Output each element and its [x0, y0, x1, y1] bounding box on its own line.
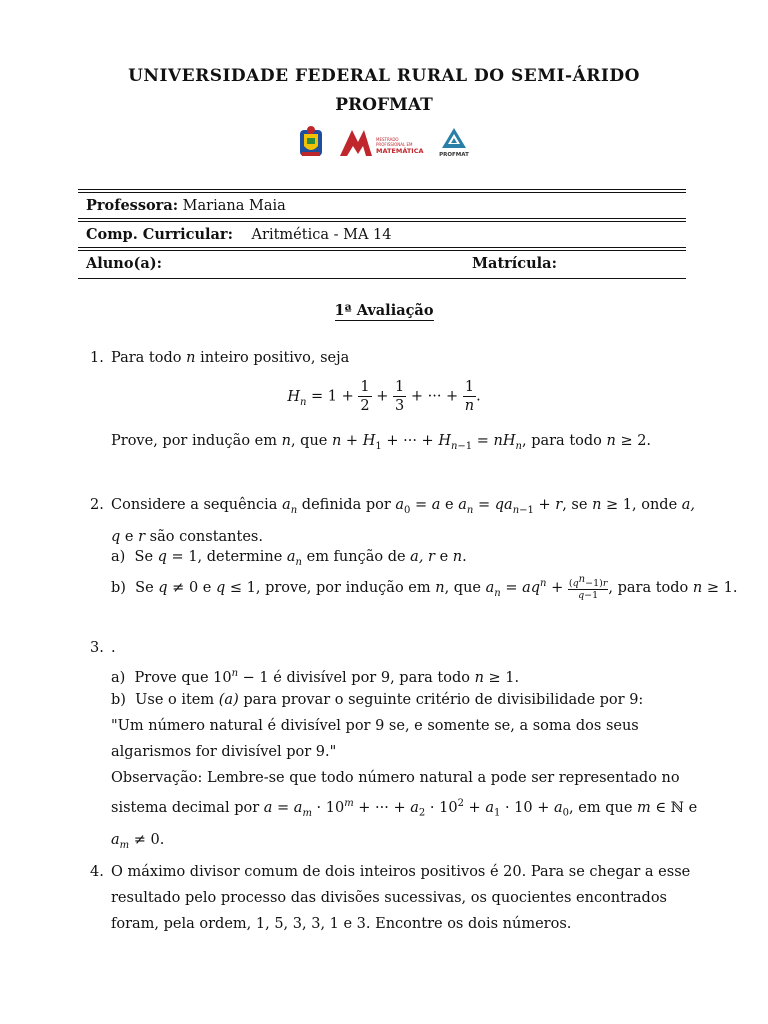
question-2-number: 2. [90, 497, 104, 513]
course-label: Comp. Curricular: [86, 226, 233, 243]
question-2-item-b: b) Se q ≠ 0 e q ≤ 1, prove, por indução em n, que $a_n = aq^n$ + $\frac{(q^n-1)r}{q-1}$ , para todo n ≥ 1. [111, 573, 738, 602]
profmat-logo [439, 128, 469, 158]
question-4-number: 4. [90, 864, 104, 880]
rule-bottom [78, 278, 686, 279]
question-3-number: 3. [90, 640, 104, 656]
student-row [86, 255, 162, 272]
rule-mid-1b [78, 221, 686, 222]
rule-top-2 [78, 192, 686, 193]
profmat-logo-text: PROFMAT [439, 152, 469, 158]
rule-mid-2b [78, 250, 686, 251]
course-row [86, 226, 391, 243]
rule-top-1 [78, 189, 686, 190]
question-1-intro: Para todo n inteiro positivo, seja [111, 350, 350, 366]
rule-mid-1a [78, 218, 686, 219]
mestrado-logo-line2: PROFISSIONAL EM [376, 142, 413, 147]
rule-mid-2a [78, 247, 686, 248]
question-3 [90, 635, 700, 661]
exam-title [0, 302, 768, 319]
question-3-item-a: a) Prove que $10^n - 1$ é divisível por 9, para todo n ≥ 1. [111, 668, 520, 686]
question-1-statement: Prove, por indução em n, que $n + H_1$ + ··· + $H_{n-1} = nH_n$, para todo n ≥ 2. [111, 433, 652, 452]
mestrado-logo-line1: MESTRADO [376, 137, 399, 142]
student-label: Aluno(a): [86, 255, 162, 272]
university-title: UNIVERSIDADE FEDERAL RURAL DO SEMI-ÁRIDO [128, 66, 640, 86]
question-2-item-a: a) Se q = 1, determine $a_n$ em função de a, r e n. [111, 549, 467, 568]
question-2-statement: Considere a sequência $a_n$ definida por $a_0 = a$ e $a_n = qa_{n-1} + r$, se n ≥ 1, onde a, q e r são constantes. [111, 497, 696, 545]
question-3-quote: "Um número natural é divisível por 9 se, e somente se, a soma dos seus algarismos for divisível por 9." [111, 718, 639, 760]
question-4 [90, 859, 700, 937]
question-4-statement: O máximo divisor comum de dois inteiros positivos é 20. Para se chegar a esse resultado pelo processo das divisões sucessivas, os quocientes encontrados foram, pela ordem, 1, 5, 3, 3, 1 e 3. Encontre os dois números. [111, 864, 691, 932]
logos-graphic [296, 124, 476, 160]
mestrado-profissional-logo [340, 130, 424, 156]
question-1 [90, 345, 700, 371]
registration-row [472, 255, 557, 272]
question-1-number: 1. [90, 350, 104, 366]
professor-label: Professora: [86, 197, 179, 214]
exam-title-text: 1ª Avaliação [334, 302, 434, 319]
professor-row [86, 197, 286, 214]
question-2 [90, 492, 700, 550]
question-3-statement: . [111, 640, 116, 656]
program-title: PROFMAT [335, 95, 433, 115]
mestrado-logo-line3: MATEMÁTICA [376, 147, 424, 155]
logos-row [296, 124, 476, 160]
question-3-item-b: b) Use o item (a) para provar o seguinte critério de divisibilidade por 9: "Um número natural é divisível por 9 se, e somente se, a soma dos seus algarismos for divisível por 9." Observação: Lembre-se que todo número natural a pode ser representado no sistema decimal por $a = a_m \cdot 10^m$ + ··· + $a_2 \cdot 10^2 + a_1 \cdot 10 + a_0$, em que m ∈ ℕ e $a_m \ne 0$. [111, 692, 698, 851]
professor-value: Mariana Maia [182, 198, 286, 214]
registration-label: Matrícula: [472, 255, 557, 272]
question-1-formula: $H_n = 1$ + $\frac{1}{2}$ + $\frac{1}{3}$ + ··· + $\frac{1}{n}$ . [287, 379, 481, 414]
ufersa-crest-logo [300, 126, 322, 156]
course-value: Aritmética - MA 14 [251, 227, 392, 243]
